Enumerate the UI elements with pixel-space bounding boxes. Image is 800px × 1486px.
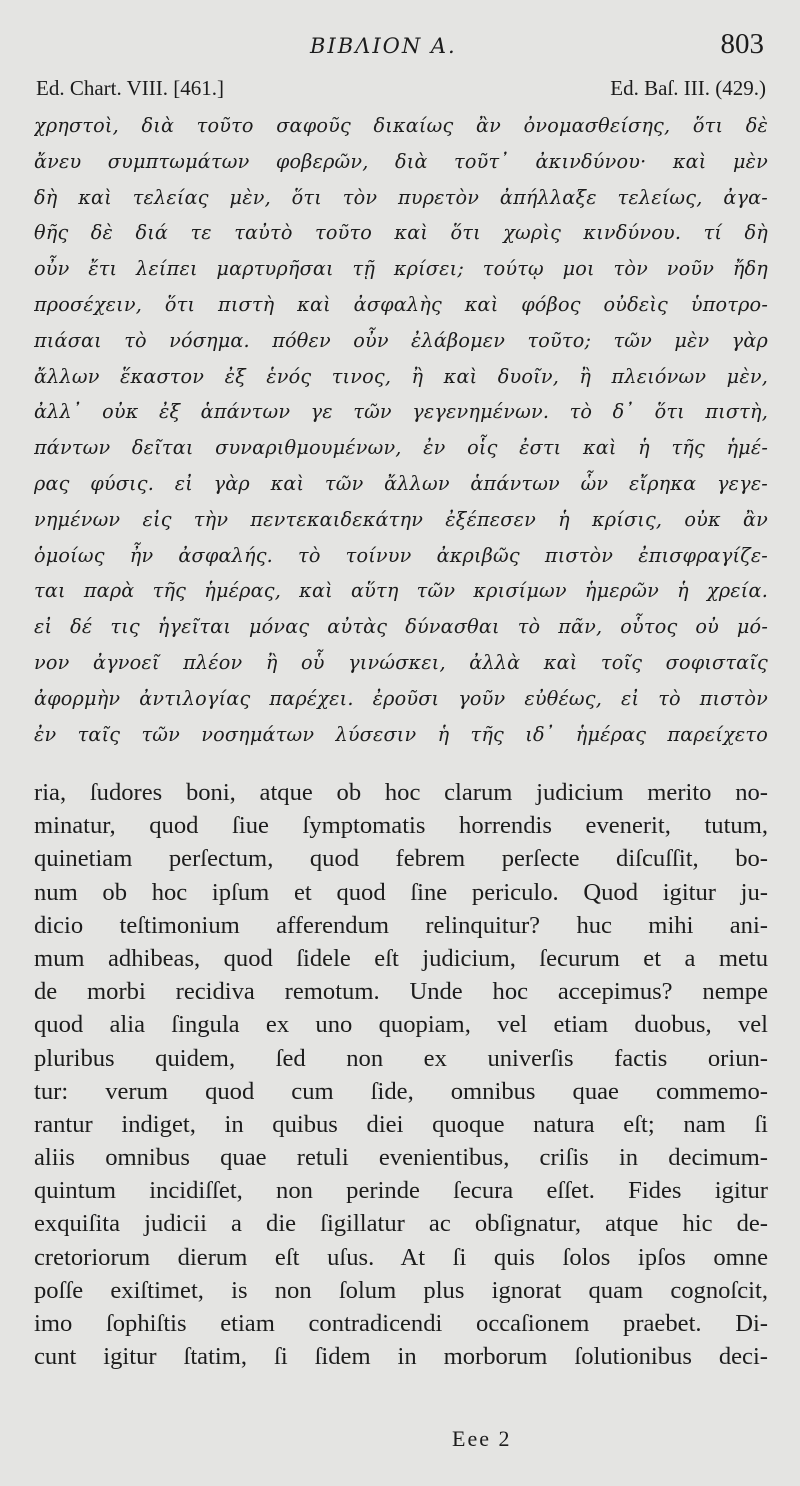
latin-line: cunt igitur ſtatim, ſi ſidem in morborum ſolutionibus deci- — [34, 1343, 768, 1371]
latin-line: ria, ſudores boni, atque ob hoc clarum judicium merito no- — [34, 779, 768, 806]
edition-references — [36, 76, 766, 106]
greek-line: πάντων δεῖται συναριθμουμένων, ἐν οἷς ἐστι καὶ ἡ τῆς ἡμέ- — [34, 436, 768, 460]
latin-line: de morbi recidiva remotum. Unde hoc accepimus? nempe — [34, 978, 768, 1006]
greek-line: ται παρὰ τῆς ἡμέρας, καὶ αὕτη τῶν κρισίμων ἡμερῶν ἡ χρεία. — [34, 579, 768, 603]
latin-line: tur: verum quod cum ſide, omnibus quae commemo- — [34, 1077, 768, 1105]
latin-line: pluribus quidem, ſed non ex univerſis factis oriun- — [34, 1044, 768, 1072]
greek-line: ὁμοίως ἦν ἀσφαλής. τὸ τοίνυν ἀκριβῶς πιστὸν ἐπισφραγίζε- — [34, 543, 768, 567]
greek-line: νημένων εἰς τὴν πεντεκαιδεκάτην ἐξέπεσεν ἡ κρίσις, οὐκ ἂν — [34, 507, 768, 531]
edition-basel-reference: Ed. Baſ. III. (429.) — [610, 76, 766, 100]
latin-text-block — [34, 776, 768, 1373]
latin-line: dicio teſtimonium afferendum relinquitur? huc mihi ani- — [34, 911, 768, 939]
greek-line: νον ἀγνοεῖ πλέον ἢ οὗ γινώσκει, ἀλλὰ καὶ τοῖς σοφισταῖς — [34, 650, 768, 674]
greek-line: δὴ καὶ τελείας μὲν, ὅτι τὸν πυρετὸν ἀπήλλαξε τελείως, ἀγα- — [34, 185, 768, 209]
latin-line: quinetiam perſectum, quod febrem perſecte diſcuſſit, bo- — [34, 845, 768, 873]
latin-line: exquiſita judicii a die ſigillatur ac obſignatur, atque hic de- — [34, 1210, 768, 1238]
latin-line: minatur, quod ſiue ſymptomatis horrendis evenerit, tutum, — [34, 812, 768, 840]
greek-line: ἐν ταῖς τῶν νοσημάτων λύσεσιν ἡ τῆς ιδ᾽ ἡμέρας παρείχετο — [34, 722, 768, 746]
running-title: ΒΙΒΛΙΟΝ Α. — [310, 34, 457, 58]
greek-line: ἄνευ συμπτωμάτων φοβερῶν, διὰ τοῦτ᾽ ἀκινδύνου· καὶ μὲν — [34, 149, 768, 173]
latin-line: num ob hoc ipſum et quod ſine periculo. Quod igitur ju- — [34, 878, 768, 906]
greek-line: εἰ δέ τις ἡγεῖται μόνας αὐτὰς δύνασθαι τὸ πᾶν, οὗτος οὐ μό- — [34, 615, 768, 639]
greek-line: χρηστοὶ, διὰ τοῦτο σαφοῦς δικαίως ἂν ὀνομασθείσης, ὅτι δὲ — [34, 114, 768, 137]
printer-signature-mark: Eee 2 — [452, 1426, 512, 1451]
greek-line: ἄλλων ἕκαστον ἐξ ἑνός τινος, ἢ καὶ δυοῖν, ἢ πλειόνων μὲν, — [34, 364, 768, 388]
greek-line: ἀφορμὴν ἀντιλογίας παρέχει. ἐροῦσι γοῦν εὐθέως, εἰ τὸ πιστὸν — [34, 686, 768, 710]
greek-line: οὖν ἔτι λείπει μαρτυρῆσαι τῇ κρίσει; τούτῳ μοι τὸν νοῦν ἤδη — [34, 257, 768, 281]
greek-text-block — [34, 108, 768, 752]
latin-line: poſſe exiſtimet, is non ſolum plus ignorat quam cognoſcit, — [34, 1276, 768, 1304]
page-number: 803 — [720, 28, 764, 60]
latin-line: mum adhibeas, quod ſidele eſt judicium, ſecurum et a metu — [34, 944, 768, 972]
latin-line: rantur indiget, in quibus diei quoque natura eſt; nam ſi — [34, 1110, 768, 1138]
greek-line: ἀλλ᾽ οὐκ ἐξ ἁπάντων γε τῶν γεγενημένων. τὸ δ᾽ ὅτι πιστὴ, — [34, 400, 768, 424]
greek-line: θῆς δὲ διά τε ταὐτὸ τοῦτο καὶ ὅτι χωρὶς κινδύνου. τί δὴ — [34, 221, 768, 245]
greek-line: προσέχειν, ὅτι πιστὴ καὶ ἀσφαλὴς καὶ φόβος οὐδεὶς ὑποτρο- — [34, 292, 768, 316]
latin-line: aliis omnibus quae retuli evenientibus, criſis in decimum- — [34, 1144, 768, 1172]
running-header — [0, 28, 800, 68]
greek-line: ρας φύσις. εἰ γὰρ καὶ τῶν ἄλλων ἁπάντων ὧν εἴρηκα γεγε- — [34, 471, 768, 495]
latin-line: quod alia ſingula ex uno quopiam, vel etiam duobus, vel — [34, 1011, 768, 1039]
greek-line: πιάσαι τὸ νόσημα. πόθεν οὖν ἐλάβομεν τοῦτο; τῶν μὲν γὰρ — [34, 328, 768, 352]
latin-line: cretoriorum dierum eſt uſus. At ſi quis ſolos ipſos omne — [34, 1243, 768, 1271]
latin-line: quintum incidiſſet, non perinde ſecura eſſet. Fides igitur — [34, 1177, 768, 1205]
edition-chart-reference: Ed. Chart. VIII. [461.] — [36, 76, 224, 100]
latin-line: imo ſophiſtis etiam contradicendi occaſionem praebet. Di- — [34, 1310, 768, 1337]
